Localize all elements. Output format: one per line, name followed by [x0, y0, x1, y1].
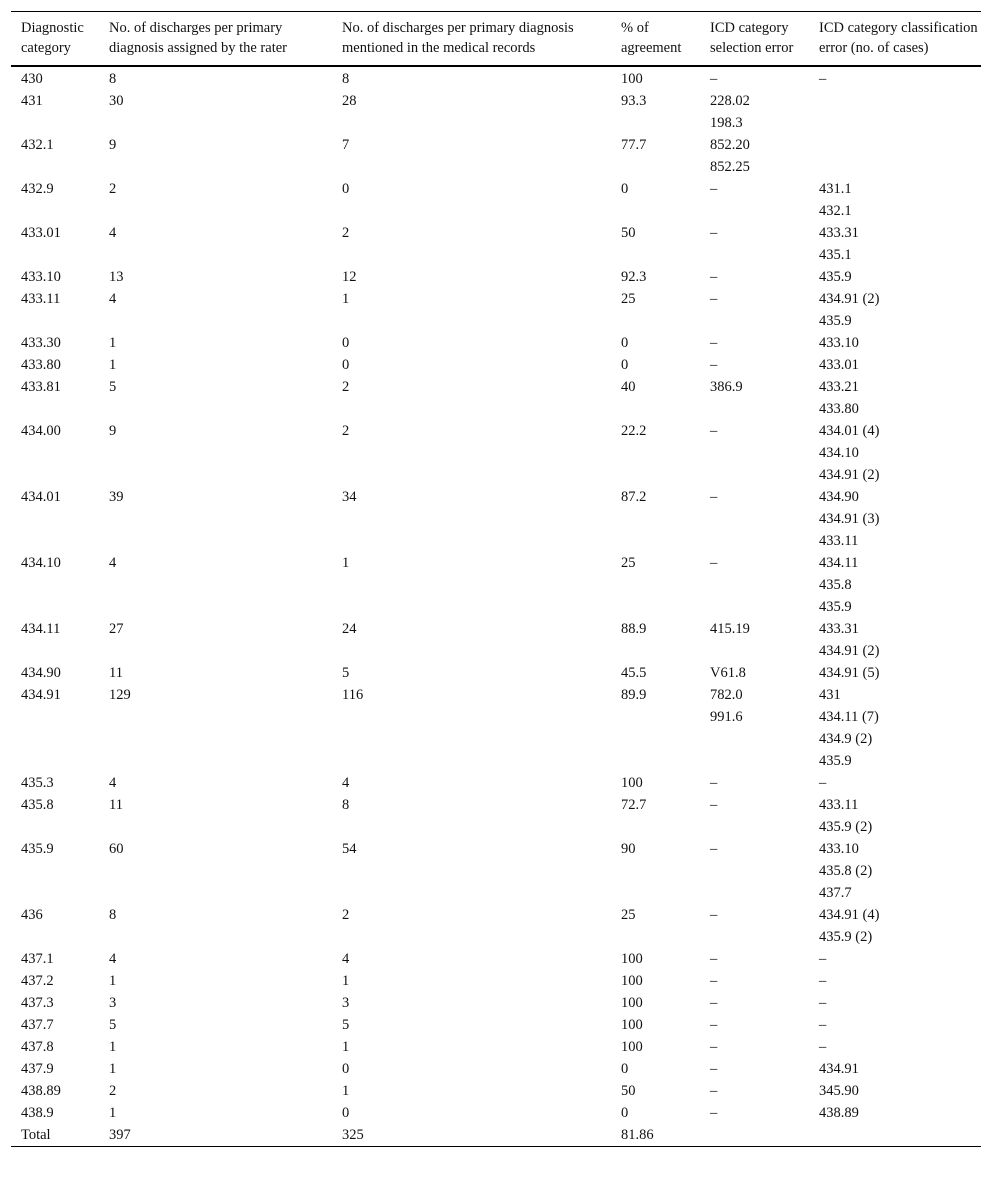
cell-discharges-rater: 4: [109, 225, 117, 241]
cell-discharges-rater: 2: [109, 181, 117, 197]
cell-agreement: 0: [621, 181, 629, 197]
cell-selection-error: [700, 1102, 809, 1124]
cell-selection-error-line: –: [710, 71, 718, 87]
cell-classification-error-line: 434.91 (5): [819, 665, 880, 681]
table-row: [11, 178, 981, 222]
cell-classification-error: [809, 1014, 981, 1036]
cell-agreement: 100: [621, 71, 643, 87]
cell-diagnostic-category: 437.7: [21, 1017, 54, 1033]
cell-discharges-rater: 4: [109, 291, 117, 307]
cell-diagnostic-category: 436: [21, 907, 43, 923]
cell-diagnostic-category: 433.01: [21, 225, 61, 241]
cell-classification-error: [809, 1102, 981, 1124]
cell-discharges-records: 8: [342, 797, 350, 813]
table-row: [11, 66, 981, 90]
table-body: [11, 66, 981, 1147]
cell-discharges-rater: 11: [109, 797, 123, 813]
cell-selection-error-line: –: [710, 1061, 718, 1077]
cell-discharges-rater: 9: [109, 423, 117, 439]
cell-discharges-rater: 1: [109, 973, 117, 989]
header-classification-error: ICD category classification error (no. of cases): [819, 20, 978, 56]
table-row: [11, 948, 981, 970]
table-row: [11, 1058, 981, 1080]
cell-diagnostic-category: 438.9: [21, 1105, 54, 1121]
cell-classification-error: [809, 970, 981, 992]
cell-agreement: 90: [621, 841, 636, 857]
cell-classification-error-line: 434.91 (2): [819, 643, 880, 659]
table-row: [11, 332, 981, 354]
diagnosis-agreement-table-container: [11, 11, 981, 1147]
cell-discharges-rater: 129: [109, 687, 131, 703]
cell-diagnostic-category: 435.9: [21, 841, 54, 857]
cell-discharges-records: 2: [342, 907, 350, 923]
cell-classification-error-line: 434.91 (2): [819, 291, 880, 307]
cell-selection-error: [700, 1080, 809, 1102]
cell-classification-error-line: 434.10: [819, 445, 859, 461]
cell-agreement: 22.2: [621, 423, 647, 439]
cell-selection-error-line: 782.0: [710, 687, 743, 703]
cell-classification-error-line: 434.11: [819, 555, 859, 571]
cell-discharges-rater: 39: [109, 489, 124, 505]
cell-selection-error-line: –: [710, 775, 718, 791]
cell-classification-error-line: 434.11 (7): [819, 709, 879, 725]
cell-discharges-rater: 8: [109, 71, 117, 87]
cell-selection-error: [700, 1058, 809, 1080]
cell-diagnostic-category: 431: [21, 93, 43, 109]
cell-selection-error-line: 852.20: [710, 137, 750, 153]
cell-classification-error-line: 438.89: [819, 1105, 859, 1121]
cell-agreement: 25: [621, 907, 636, 923]
cell-classification-error: [809, 1036, 981, 1058]
table-row: [11, 552, 981, 618]
cell-selection-error: [700, 66, 809, 90]
cell-discharges-records: 0: [342, 357, 350, 373]
cell-classification-error-line: 434.01 (4): [819, 423, 880, 439]
cell-classification-error-line: 435.9: [819, 313, 852, 329]
table-header: [11, 12, 981, 67]
cell-classification-error-line: 434.9 (2): [819, 731, 873, 747]
cell-selection-error-line: –: [710, 1083, 718, 1099]
cell-diagnostic-category: 437.2: [21, 973, 54, 989]
cell-classification-error: [809, 904, 981, 948]
cell-classification-error-line: 433.31: [819, 621, 859, 637]
diagnosis-agreement-table: [11, 11, 981, 1147]
table-row: [11, 376, 981, 420]
cell-classification-error-line: 433.21: [819, 379, 859, 395]
cell-selection-error: [700, 1124, 809, 1147]
cell-discharges-rater: 1: [109, 1039, 117, 1055]
cell-discharges-rater: 1: [109, 357, 117, 373]
cell-selection-error-line: –: [710, 555, 718, 571]
cell-diagnostic-category: 437.1: [21, 951, 54, 967]
cell-selection-error: [700, 332, 809, 354]
cell-classification-error-line: –: [819, 995, 827, 1011]
cell-selection-error-line: –: [710, 181, 718, 197]
cell-discharges-rater: 1: [109, 1105, 117, 1121]
cell-selection-error: [700, 684, 809, 772]
cell-selection-error: [700, 354, 809, 376]
cell-discharges-records: 5: [342, 1017, 350, 1033]
cell-agreement: 100: [621, 951, 643, 967]
cell-selection-error-line: –: [710, 423, 718, 439]
cell-selection-error-line: –: [710, 797, 718, 813]
table-row: [11, 1080, 981, 1102]
cell-selection-error: [700, 90, 809, 134]
cell-classification-error-line: 435.9 (2): [819, 819, 873, 835]
cell-selection-error-line: –: [710, 907, 718, 923]
cell-agreement: 100: [621, 995, 643, 1011]
cell-agreement: 93.3: [621, 93, 647, 109]
cell-discharges-records: 1: [342, 291, 350, 307]
table-row: [11, 904, 981, 948]
cell-classification-error: [809, 288, 981, 332]
cell-classification-error: [809, 178, 981, 222]
cell-diagnostic-category: 434.00: [21, 423, 61, 439]
cell-selection-error-line: 415.19: [710, 621, 750, 637]
table-row: [11, 288, 981, 332]
cell-agreement: 87.2: [621, 489, 647, 505]
cell-diagnostic-category: 433.80: [21, 357, 61, 373]
cell-classification-error: [809, 948, 981, 970]
cell-agreement: 0: [621, 335, 629, 351]
cell-diagnostic-category: 433.11: [21, 291, 61, 307]
cell-classification-error: [809, 684, 981, 772]
cell-selection-error-line: –: [710, 1105, 718, 1121]
cell-discharges-records: 8: [342, 71, 350, 87]
cell-classification-error-line: 345.90: [819, 1083, 859, 1099]
cell-agreement: 40: [621, 379, 636, 395]
cell-selection-error: [700, 772, 809, 794]
cell-classification-error: [809, 772, 981, 794]
cell-selection-error-line: V61.8: [710, 665, 746, 681]
cell-classification-error: [809, 354, 981, 376]
cell-classification-error-line: 431: [819, 687, 841, 703]
cell-classification-error-line: 431.1: [819, 181, 852, 197]
cell-classification-error-line: –: [819, 1039, 827, 1055]
cell-diagnostic-category: 433.30: [21, 335, 61, 351]
cell-agreement: 72.7: [621, 797, 647, 813]
header-row: [11, 12, 981, 67]
table-row: [11, 1014, 981, 1036]
cell-selection-error-line: 198.3: [710, 115, 743, 131]
table-row: [11, 354, 981, 376]
cell-diagnostic-category: Total: [21, 1127, 51, 1143]
cell-classification-error: [809, 134, 981, 178]
cell-agreement: 25: [621, 291, 636, 307]
cell-selection-error-line: –: [710, 1039, 718, 1055]
cell-classification-error-line: 435.8 (2): [819, 863, 873, 879]
cell-discharges-rater: 8: [109, 907, 117, 923]
cell-classification-error-line: –: [819, 775, 827, 791]
table-row: [11, 1102, 981, 1124]
cell-discharges-records: 4: [342, 775, 350, 791]
cell-discharges-records: 3: [342, 995, 350, 1011]
cell-classification-error-line: 435.9 (2): [819, 929, 873, 945]
cell-agreement: 100: [621, 775, 643, 791]
cell-classification-error: [809, 1080, 981, 1102]
cell-selection-error: [700, 992, 809, 1014]
cell-selection-error: [700, 266, 809, 288]
cell-classification-error: [809, 992, 981, 1014]
cell-discharges-rater: 2: [109, 1083, 117, 1099]
cell-discharges-records: 7: [342, 137, 350, 153]
cell-discharges-records: 1: [342, 1083, 350, 1099]
cell-classification-error: [809, 332, 981, 354]
cell-selection-error-line: –: [710, 291, 718, 307]
cell-discharges-records: 325: [342, 1127, 364, 1143]
cell-classification-error-line: 435.9: [819, 269, 852, 285]
cell-discharges-records: 0: [342, 1105, 350, 1121]
cell-classification-error-line: 434.91 (3): [819, 511, 880, 527]
cell-agreement: 89.9: [621, 687, 647, 703]
cell-selection-error-line: 852.25: [710, 159, 750, 175]
cell-discharges-rater: 4: [109, 555, 117, 571]
cell-agreement: 100: [621, 1017, 643, 1033]
cell-discharges-rater: 11: [109, 665, 123, 681]
table-row: [11, 662, 981, 684]
cell-agreement: 0: [621, 1061, 629, 1077]
table-row: [11, 772, 981, 794]
header-diagnostic-category: Diagnostic category: [21, 20, 84, 56]
cell-classification-error-line: 434.91: [819, 1061, 859, 1077]
cell-diagnostic-category: 434.90: [21, 665, 61, 681]
cell-diagnostic-category: 434.11: [21, 621, 61, 637]
cell-diagnostic-category: 434.01: [21, 489, 61, 505]
cell-classification-error-line: 433.80: [819, 401, 859, 417]
cell-selection-error: [700, 1036, 809, 1058]
cell-classification-error-line: 433.10: [819, 841, 859, 857]
cell-classification-error-line: 435.9: [819, 599, 852, 615]
cell-selection-error: [700, 134, 809, 178]
cell-classification-error: [809, 794, 981, 838]
cell-agreement: 50: [621, 225, 636, 241]
cell-classification-error-line: –: [819, 1017, 827, 1033]
cell-discharges-records: 0: [342, 335, 350, 351]
table-row: [11, 1036, 981, 1058]
header-agreement: % of agreement: [621, 20, 682, 56]
cell-selection-error-line: 386.9: [710, 379, 743, 395]
cell-discharges-rater: 3: [109, 995, 117, 1011]
table-row: [11, 486, 981, 552]
cell-classification-error-line: –: [819, 951, 827, 967]
cell-selection-error-line: –: [710, 841, 718, 857]
cell-classification-error-line: 434.91 (4): [819, 907, 880, 923]
cell-selection-error-line: –: [710, 357, 718, 373]
cell-selection-error: [700, 970, 809, 992]
cell-selection-error-line: –: [710, 995, 718, 1011]
cell-classification-error-line: 433.11: [819, 533, 859, 549]
cell-agreement: 100: [621, 973, 643, 989]
cell-diagnostic-category: 432.1: [21, 137, 54, 153]
cell-diagnostic-category: 430: [21, 71, 43, 87]
cell-discharges-records: 54: [342, 841, 357, 857]
cell-discharges-rater: 5: [109, 1017, 117, 1033]
table-row: [11, 266, 981, 288]
cell-selection-error: [700, 1014, 809, 1036]
table-row: [11, 134, 981, 178]
cell-diagnostic-category: 438.89: [21, 1083, 61, 1099]
cell-classification-error-line: 434.91 (2): [819, 467, 880, 483]
cell-selection-error-line: –: [710, 489, 718, 505]
cell-classification-error-line: 433.11: [819, 797, 859, 813]
cell-classification-error: [809, 376, 981, 420]
cell-diagnostic-category: 437.3: [21, 995, 54, 1011]
cell-discharges-records: 5: [342, 665, 350, 681]
cell-classification-error: [809, 90, 981, 134]
header-discharges-records: No. of discharges per primary diagnosis mentioned in the medical records: [342, 20, 574, 56]
cell-selection-error-line: –: [710, 951, 718, 967]
cell-agreement: 50: [621, 1083, 636, 1099]
cell-discharges-records: 4: [342, 951, 350, 967]
cell-agreement: 100: [621, 1039, 643, 1055]
table-row: [11, 838, 981, 904]
cell-discharges-records: 12: [342, 269, 357, 285]
cell-classification-error-line: 433.10: [819, 335, 859, 351]
cell-classification-error-line: 432.1: [819, 203, 852, 219]
cell-classification-error-line: 435.1: [819, 247, 852, 263]
cell-classification-error-line: 433.01: [819, 357, 859, 373]
cell-selection-error-line: –: [710, 973, 718, 989]
cell-classification-error: [809, 486, 981, 552]
cell-classification-error-line: –: [819, 71, 827, 87]
cell-discharges-records: 1: [342, 555, 350, 571]
cell-selection-error: [700, 904, 809, 948]
cell-agreement: 45.5: [621, 665, 647, 681]
cell-classification-error-line: 435.8: [819, 577, 852, 593]
cell-classification-error: [809, 552, 981, 618]
cell-selection-error-line: 228.02: [710, 93, 750, 109]
cell-classification-error: [809, 838, 981, 904]
table-row: [11, 618, 981, 662]
cell-classification-error-line: 433.31: [819, 225, 859, 241]
cell-classification-error: [809, 222, 981, 266]
cell-diagnostic-category: 433.10: [21, 269, 61, 285]
cell-selection-error: [700, 794, 809, 838]
cell-agreement: 0: [621, 357, 629, 373]
cell-discharges-records: 1: [342, 973, 350, 989]
cell-classification-error: [809, 1058, 981, 1080]
cell-selection-error: [700, 948, 809, 970]
cell-discharges-rater: 1: [109, 335, 117, 351]
cell-selection-error: [700, 376, 809, 420]
cell-discharges-rater: 397: [109, 1127, 131, 1143]
cell-selection-error: [700, 420, 809, 486]
cell-selection-error: [700, 552, 809, 618]
cell-discharges-rater: 13: [109, 269, 124, 285]
cell-discharges-rater: 27: [109, 621, 124, 637]
cell-selection-error-line: –: [710, 225, 718, 241]
cell-discharges-records: 0: [342, 181, 350, 197]
cell-discharges-records: 24: [342, 621, 357, 637]
cell-discharges-rater: 5: [109, 379, 117, 395]
cell-selection-error: [700, 662, 809, 684]
cell-selection-error: [700, 838, 809, 904]
cell-diagnostic-category: 432.9: [21, 181, 54, 197]
cell-classification-error-line: 435.9: [819, 753, 852, 769]
table-row: [11, 90, 981, 134]
cell-discharges-records: 116: [342, 687, 364, 703]
table-row: [11, 1124, 981, 1147]
cell-classification-error: [809, 66, 981, 90]
header-selection-error: ICD category selection error: [710, 20, 794, 56]
cell-discharges-records: 0: [342, 1061, 350, 1077]
cell-selection-error: [700, 288, 809, 332]
cell-discharges-records: 2: [342, 379, 350, 395]
cell-selection-error: [700, 486, 809, 552]
table-row: [11, 992, 981, 1014]
cell-selection-error-line: –: [710, 269, 718, 285]
cell-diagnostic-category: 437.8: [21, 1039, 54, 1055]
cell-classification-error: [809, 420, 981, 486]
cell-selection-error-line: –: [710, 1017, 718, 1033]
cell-discharges-rater: 4: [109, 775, 117, 791]
table-row: [11, 222, 981, 266]
cell-discharges-records: 28: [342, 93, 357, 109]
cell-diagnostic-category: 435.3: [21, 775, 54, 791]
cell-discharges-records: 2: [342, 423, 350, 439]
cell-discharges-rater: 30: [109, 93, 124, 109]
cell-agreement: 25: [621, 555, 636, 571]
table-row: [11, 970, 981, 992]
cell-diagnostic-category: 435.8: [21, 797, 54, 813]
cell-agreement: 0: [621, 1105, 629, 1121]
cell-classification-error: [809, 266, 981, 288]
cell-agreement: 77.7: [621, 137, 647, 153]
cell-selection-error: [700, 178, 809, 222]
cell-discharges-records: 2: [342, 225, 350, 241]
cell-classification-error: [809, 618, 981, 662]
table-row: [11, 420, 981, 486]
cell-discharges-records: 1: [342, 1039, 350, 1055]
cell-agreement: 88.9: [621, 621, 647, 637]
header-discharges-rater: No. of discharges per primary diagnosis assigned by the rater: [109, 20, 287, 56]
cell-discharges-rater: 4: [109, 951, 117, 967]
cell-discharges-rater: 1: [109, 1061, 117, 1077]
cell-discharges-rater: 9: [109, 137, 117, 153]
cell-classification-error-line: 437.7: [819, 885, 852, 901]
cell-discharges-records: 34: [342, 489, 357, 505]
cell-diagnostic-category: 434.10: [21, 555, 61, 571]
cell-classification-error-line: 434.90: [819, 489, 859, 505]
cell-classification-error: [809, 662, 981, 684]
cell-agreement: 81.86: [621, 1127, 654, 1143]
cell-selection-error: [700, 618, 809, 662]
cell-diagnostic-category: 433.81: [21, 379, 61, 395]
table-row: [11, 684, 981, 772]
cell-classification-error: [809, 1124, 981, 1147]
cell-classification-error-line: –: [819, 973, 827, 989]
cell-selection-error: [700, 222, 809, 266]
cell-selection-error-line: –: [710, 335, 718, 351]
cell-agreement: 92.3: [621, 269, 647, 285]
cell-diagnostic-category: 437.9: [21, 1061, 54, 1077]
cell-selection-error-line: 991.6: [710, 709, 743, 725]
cell-diagnostic-category: 434.91: [21, 687, 61, 703]
table-row: [11, 794, 981, 838]
cell-discharges-rater: 60: [109, 841, 124, 857]
